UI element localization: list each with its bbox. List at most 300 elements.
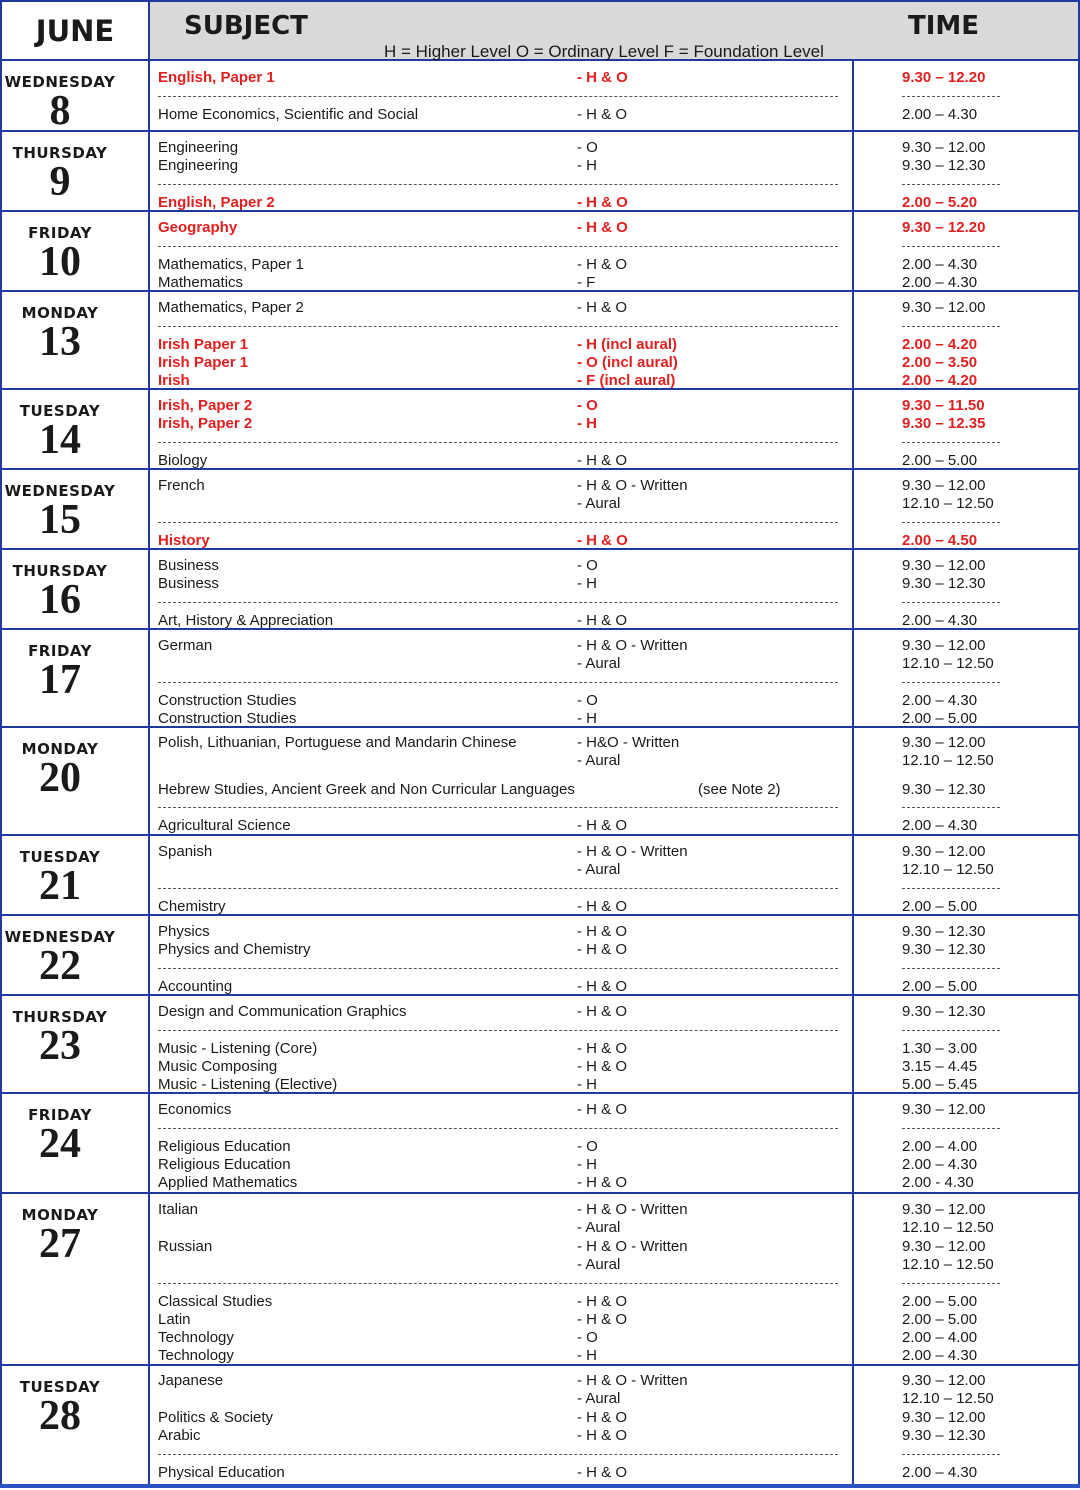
subject-name: Mathematics, Paper 2 <box>158 299 304 316</box>
exam-time: 9.30 – 12.30 <box>902 575 986 592</box>
column-divider <box>148 1366 150 1484</box>
session-separator <box>158 1128 838 1129</box>
time-separator <box>902 602 1000 603</box>
exam-level: - O <box>577 1329 598 1346</box>
subject-name: Engineering <box>158 157 239 174</box>
column-divider <box>0 61 2 130</box>
weekday-name: MONDAY <box>21 304 99 322</box>
exam-time: 9.30 – 12.00 <box>902 843 986 860</box>
exam-time: 2.00 – 4.30 <box>902 817 978 834</box>
day-label <box>0 390 120 468</box>
exam-level: - Aural <box>577 861 621 878</box>
column-divider <box>852 1366 854 1484</box>
day-label <box>0 728 120 834</box>
exam-time: 9.30 – 12.00 <box>902 1201 986 1218</box>
subject-name: Engineering <box>158 139 239 156</box>
subject-name: Latin <box>158 1311 191 1328</box>
weekday-name: TUESDAY <box>19 402 101 420</box>
exam-level: - H <box>577 1156 597 1173</box>
exam-time: 9.30 – 12.00 <box>902 1238 986 1255</box>
exam-time: 9.30 – 12.00 <box>902 557 986 574</box>
exam-time: 9.30 – 12.20 <box>902 69 986 86</box>
day-block <box>0 212 1080 292</box>
time-header: TIME <box>908 11 980 41</box>
subject-name: Music - Listening (Core) <box>158 1040 318 1057</box>
column-divider <box>852 212 854 290</box>
subject-name: Arabic <box>158 1427 201 1444</box>
column-divider <box>148 1194 150 1364</box>
exam-level: - O (incl aural) <box>577 354 678 371</box>
exam-level: - H & O <box>577 299 628 316</box>
exam-level: - O <box>577 557 598 574</box>
day-label <box>0 132 120 210</box>
column-divider <box>852 728 854 834</box>
exam-level: - H <box>577 415 597 432</box>
day-block <box>0 1366 1080 1486</box>
exam-time: 2.00 – 4.30 <box>902 274 978 291</box>
exam-level: - H & O <box>577 219 628 236</box>
column-divider <box>0 996 2 1092</box>
exam-time: 2.00 – 5.00 <box>902 1293 978 1310</box>
subject-name: Business <box>158 557 219 574</box>
column-divider <box>852 390 854 468</box>
session-separator <box>158 682 838 683</box>
exam-time: 12.10 – 12.50 <box>902 1390 994 1407</box>
time-separator <box>902 968 1000 969</box>
column-divider <box>852 836 854 914</box>
column-divider <box>0 1094 2 1192</box>
day-block <box>0 550 1080 630</box>
exam-level: - Aural <box>577 1256 621 1273</box>
subject-name: Classical Studies <box>158 1293 273 1310</box>
exam-time: 9.30 – 12.00 <box>902 477 986 494</box>
exam-time: 12.10 – 12.50 <box>902 861 994 878</box>
exam-level: - Aural <box>577 1390 621 1407</box>
column-divider <box>148 212 150 290</box>
day-label <box>0 996 120 1092</box>
exam-time: 5.00 – 5.45 <box>902 1076 978 1093</box>
day-block <box>0 470 1080 550</box>
subject-name: English, Paper 1 <box>158 69 275 86</box>
column-divider <box>0 470 2 548</box>
day-number: 27 <box>39 1221 81 1267</box>
exam-level: - H & O - Written <box>577 1201 688 1218</box>
day-number: 9 <box>49 159 71 205</box>
exam-time: 2.00 – 5.00 <box>902 452 978 469</box>
exam-level: - H & O - Written <box>577 843 688 860</box>
exam-time: 2.00 - 4.30 <box>902 1174 974 1191</box>
subject-name: Hebrew Studies, Ancient Greek and Non Curricular Languages <box>158 781 575 798</box>
exam-level: - H & O <box>577 923 628 940</box>
exam-level: - H <box>577 1076 597 1093</box>
exam-level: - Aural <box>577 495 621 512</box>
column-divider <box>0 390 2 468</box>
exam-level: - H & O <box>577 978 628 995</box>
exam-time: 12.10 – 12.50 <box>902 1219 994 1236</box>
column-divider <box>0 836 2 914</box>
day-label <box>0 1194 120 1364</box>
column-divider <box>148 916 150 994</box>
exam-level: - H & O - Written <box>577 1372 688 1389</box>
exam-level: - H <box>577 575 597 592</box>
exam-time: 9.30 – 12.00 <box>902 1372 986 1389</box>
exam-time: 9.30 – 12.00 <box>902 139 986 156</box>
session-separator <box>158 807 838 808</box>
session-separator <box>158 96 838 97</box>
column-divider <box>148 132 150 210</box>
weekday-name: FRIDAY <box>28 642 92 660</box>
day-number: 24 <box>39 1121 81 1167</box>
exam-level: - H (incl aural) <box>577 336 678 353</box>
subject-name: Irish, Paper 2 <box>158 415 253 432</box>
exam-level: - H & O <box>577 1427 628 1444</box>
subject-name: Construction Studies <box>158 710 297 727</box>
subject-name: Construction Studies <box>158 692 297 709</box>
exam-time: 2.00 – 4.30 <box>902 1347 978 1364</box>
subject-name: Religious Education <box>158 1138 291 1155</box>
day-label <box>0 1094 120 1192</box>
subject-name: History <box>158 532 210 549</box>
subject-header: SUBJECT <box>184 11 308 41</box>
day-number: 15 <box>39 497 81 543</box>
exam-time: 9.30 – 12.00 <box>902 734 986 751</box>
subject-name: Japanese <box>158 1372 224 1389</box>
subject-name: Irish <box>158 372 190 389</box>
exam-level: - O <box>577 139 598 156</box>
day-number: 21 <box>39 863 81 909</box>
exam-level: - O <box>577 692 598 709</box>
exam-note: (see Note 2) <box>698 781 781 798</box>
day-block <box>0 996 1080 1094</box>
day-label <box>0 212 120 290</box>
subject-name: Applied Mathematics <box>158 1174 298 1191</box>
month-header <box>0 0 148 61</box>
subject-name: English, Paper 2 <box>158 194 275 211</box>
column-divider <box>852 470 854 548</box>
subject-name: Music - Listening (Elective) <box>158 1076 338 1093</box>
exam-time: 2.00 – 5.00 <box>902 1311 978 1328</box>
column-divider <box>852 996 854 1092</box>
exam-level: - Aural <box>577 655 621 672</box>
subject-name: Music Composing <box>158 1058 278 1075</box>
time-separator <box>902 1128 1000 1129</box>
day-block <box>0 1094 1080 1194</box>
exam-level: - H & O <box>577 106 628 123</box>
subject-name: French <box>158 477 205 494</box>
exam-level: - H & O <box>577 817 628 834</box>
subject-name: Irish Paper 1 <box>158 354 249 371</box>
subject-name: Physical Education <box>158 1464 285 1481</box>
weekday-name: FRIDAY <box>28 224 92 242</box>
exam-time: 2.00 – 4.30 <box>902 1156 978 1173</box>
exam-time: 3.15 – 4.45 <box>902 1058 978 1075</box>
subject-name: Polish, Lithuanian, Portuguese and Mandarin Chinese <box>158 734 517 751</box>
exam-level: - H & O - Written <box>577 637 688 654</box>
day-block <box>0 728 1080 836</box>
column-divider <box>852 1194 854 1364</box>
exam-level: - H & O <box>577 1464 628 1481</box>
weekday-name: MONDAY <box>21 1206 99 1224</box>
session-separator <box>158 442 838 443</box>
column-divider <box>148 61 150 130</box>
column-divider <box>0 292 2 388</box>
session-separator <box>158 246 838 247</box>
exam-time: 9.30 – 12.35 <box>902 415 986 432</box>
column-header <box>148 0 1080 61</box>
exam-time: 9.30 – 12.00 <box>902 1409 986 1426</box>
exam-time: 2.00 – 5.20 <box>902 194 978 211</box>
subject-name: Accounting <box>158 978 233 995</box>
exam-level: - O <box>577 1138 598 1155</box>
exam-level: - Aural <box>577 1219 621 1236</box>
time-separator <box>902 1030 1000 1031</box>
subject-name: Business <box>158 575 219 592</box>
time-separator <box>902 1454 1000 1455</box>
subject-name: Physics <box>158 923 210 940</box>
exam-level: - H & O <box>577 1040 628 1057</box>
exam-time: 2.00 – 4.20 <box>902 372 978 389</box>
column-divider <box>0 630 2 726</box>
weekday-name: THURSDAY <box>12 144 108 162</box>
day-number: 17 <box>39 657 81 703</box>
subject-name: Russian <box>158 1238 213 1255</box>
day-number: 23 <box>39 1023 81 1069</box>
day-block <box>0 836 1080 916</box>
exam-time: 2.00 – 5.00 <box>902 710 978 727</box>
time-separator <box>902 888 1000 889</box>
weekday-name: FRIDAY <box>28 1106 92 1124</box>
exam-level: - H & O <box>577 532 628 549</box>
subject-name: Art, History & Appreciation <box>158 612 334 629</box>
day-block <box>0 292 1080 390</box>
subject-name: Mathematics, Paper 1 <box>158 256 304 273</box>
exam-level: - H <box>577 710 597 727</box>
weekday-name: THURSDAY <box>12 1008 108 1026</box>
column-divider <box>148 728 150 834</box>
day-number: 22 <box>39 943 81 989</box>
time-separator <box>902 96 1000 97</box>
exam-time: 2.00 – 4.20 <box>902 336 978 353</box>
exam-time: 9.30 – 12.30 <box>902 1003 986 1020</box>
exam-level: - H & O <box>577 898 628 915</box>
day-block <box>0 61 1080 132</box>
exam-level: - H&O - Written <box>577 734 680 751</box>
exam-time: 12.10 – 12.50 <box>902 1256 994 1273</box>
exam-time: 1.30 – 3.00 <box>902 1040 978 1057</box>
column-divider <box>148 996 150 1092</box>
exam-level: - H <box>577 1347 597 1364</box>
level-legend: H = Higher Level O = Ordinary Level F = Foundation Level <box>384 42 824 61</box>
column-divider <box>0 916 2 994</box>
day-label <box>0 1366 120 1484</box>
exam-level: - H & O <box>577 1003 628 1020</box>
weekday-name: TUESDAY <box>19 848 101 866</box>
exam-level: - H & O <box>577 256 628 273</box>
subject-name: Chemistry <box>158 898 226 915</box>
weekday-name: WEDNESDAY <box>4 73 116 91</box>
subject-name: Irish, Paper 2 <box>158 397 253 414</box>
time-separator <box>902 522 1000 523</box>
exam-time: 9.30 – 12.20 <box>902 219 986 236</box>
exam-time: 9.30 – 12.30 <box>902 781 986 798</box>
time-separator <box>902 326 1000 327</box>
column-divider <box>148 836 150 914</box>
day-label <box>0 470 120 548</box>
day-number: 20 <box>39 755 81 801</box>
exam-level: - H & O <box>577 69 628 86</box>
exam-time: 2.00 – 4.00 <box>902 1329 978 1346</box>
exam-time: 12.10 – 12.50 <box>902 752 994 769</box>
column-divider <box>852 292 854 388</box>
exam-time: 2.00 – 4.30 <box>902 1464 978 1481</box>
exam-level: - H & O <box>577 452 628 469</box>
day-block <box>0 390 1080 470</box>
exam-time: 9.30 – 12.00 <box>902 299 986 316</box>
weekday-name: THURSDAY <box>12 562 108 580</box>
session-separator <box>158 1030 838 1031</box>
exam-time: 9.30 – 12.30 <box>902 923 986 940</box>
exam-level: - H <box>577 157 597 174</box>
column-divider <box>0 728 2 834</box>
day-label <box>0 292 120 388</box>
subject-name: Politics & Society <box>158 1409 274 1426</box>
subject-name: Technology <box>158 1347 234 1364</box>
column-divider <box>852 630 854 726</box>
exam-time: 2.00 – 4.30 <box>902 256 978 273</box>
column-divider <box>852 550 854 628</box>
day-label <box>0 836 120 914</box>
exam-level: - O <box>577 397 598 414</box>
subject-name: Biology <box>158 452 208 469</box>
exam-level: - H & O <box>577 1058 628 1075</box>
subject-name: Italian <box>158 1201 199 1218</box>
exam-time: 2.00 – 5.00 <box>902 978 978 995</box>
column-divider <box>0 550 2 628</box>
exam-time: 2.00 – 4.30 <box>902 692 978 709</box>
exam-level: - H & O <box>577 1174 628 1191</box>
column-divider <box>148 1094 150 1192</box>
exam-level: - F (incl aural) <box>577 372 676 389</box>
day-number: 16 <box>39 577 81 623</box>
exam-time: 9.30 – 11.50 <box>902 397 985 414</box>
session-separator <box>158 184 838 185</box>
bottom-rule <box>0 1484 1080 1488</box>
day-label <box>0 61 120 134</box>
exam-level: - H & O <box>577 194 628 211</box>
exam-level: - H & O - Written <box>577 1238 688 1255</box>
session-separator <box>158 968 838 969</box>
subject-name: Technology <box>158 1329 234 1346</box>
exam-time: 2.00 – 5.00 <box>902 898 978 915</box>
session-separator <box>158 326 838 327</box>
column-divider <box>0 212 2 290</box>
exam-level: - H & O - Written <box>577 477 688 494</box>
exam-time: 2.00 – 4.30 <box>902 106 978 123</box>
exam-level: - Aural <box>577 752 621 769</box>
time-separator <box>902 184 1000 185</box>
column-divider <box>852 132 854 210</box>
day-block <box>0 916 1080 996</box>
day-number: 10 <box>39 239 81 285</box>
day-label <box>0 550 120 628</box>
month-label: JUNE <box>35 13 115 48</box>
column-divider <box>0 1194 2 1364</box>
day-block <box>0 630 1080 728</box>
exam-level: - F <box>577 274 596 291</box>
day-number: 28 <box>39 1393 81 1439</box>
exam-level: - H & O <box>577 1293 628 1310</box>
exam-level: - H & O <box>577 1311 628 1328</box>
exam-time: 2.00 – 4.00 <box>902 1138 978 1155</box>
weekday-name: TUESDAY <box>19 1378 101 1396</box>
exam-time: 2.00 – 4.30 <box>902 612 978 629</box>
exam-time: 2.00 – 4.50 <box>902 532 978 549</box>
subject-name: Agricultural Science <box>158 817 291 834</box>
exam-time: 9.30 – 12.00 <box>902 1101 986 1118</box>
column-divider <box>148 470 150 548</box>
day-number: 14 <box>39 417 81 463</box>
exam-level: - H & O <box>577 1101 628 1118</box>
column-divider <box>0 1366 2 1484</box>
exam-time: 9.30 – 12.30 <box>902 1427 986 1444</box>
subject-name: Spanish <box>158 843 213 860</box>
weekday-name: MONDAY <box>21 740 99 758</box>
subject-name: German <box>158 637 213 654</box>
time-separator <box>902 1283 1000 1284</box>
day-block <box>0 132 1080 212</box>
column-divider <box>148 292 150 388</box>
time-separator <box>902 807 1000 808</box>
day-label <box>0 630 120 726</box>
column-divider <box>852 1094 854 1192</box>
weekday-name: WEDNESDAY <box>4 482 116 500</box>
exam-level: - H & O <box>577 941 628 958</box>
subject-name: Religious Education <box>158 1156 291 1173</box>
subject-name: Irish Paper 1 <box>158 336 249 353</box>
exam-time: 12.10 – 12.50 <box>902 495 994 512</box>
subject-name: Home Economics, Scientific and Social <box>158 106 419 123</box>
session-separator <box>158 522 838 523</box>
subject-name: Economics <box>158 1101 232 1118</box>
subject-name: Geography <box>158 219 238 236</box>
subject-name: Mathematics <box>158 274 244 291</box>
exam-level: - H & O <box>577 612 628 629</box>
exam-time: 9.30 – 12.00 <box>902 637 986 654</box>
column-divider <box>148 390 150 468</box>
column-divider <box>852 916 854 994</box>
subject-name: Physics and Chemistry <box>158 941 311 958</box>
weekday-name: WEDNESDAY <box>4 928 116 946</box>
subject-name: Design and Communication Graphics <box>158 1003 407 1020</box>
column-divider <box>148 630 150 726</box>
day-number: 13 <box>39 319 81 365</box>
time-separator <box>902 682 1000 683</box>
session-separator <box>158 888 838 889</box>
time-separator <box>902 442 1000 443</box>
exam-time: 12.10 – 12.50 <box>902 655 994 672</box>
exam-level: - H & O <box>577 1409 628 1426</box>
day-block <box>0 1194 1080 1366</box>
column-divider <box>148 550 150 628</box>
session-separator <box>158 1454 838 1455</box>
day-number: 8 <box>49 88 71 134</box>
exam-time: 9.30 – 12.30 <box>902 941 986 958</box>
session-separator <box>158 1283 838 1284</box>
exam-time: 2.00 – 3.50 <box>902 354 978 371</box>
time-separator <box>902 246 1000 247</box>
day-label <box>0 916 120 994</box>
exam-time: 9.30 – 12.30 <box>902 157 986 174</box>
